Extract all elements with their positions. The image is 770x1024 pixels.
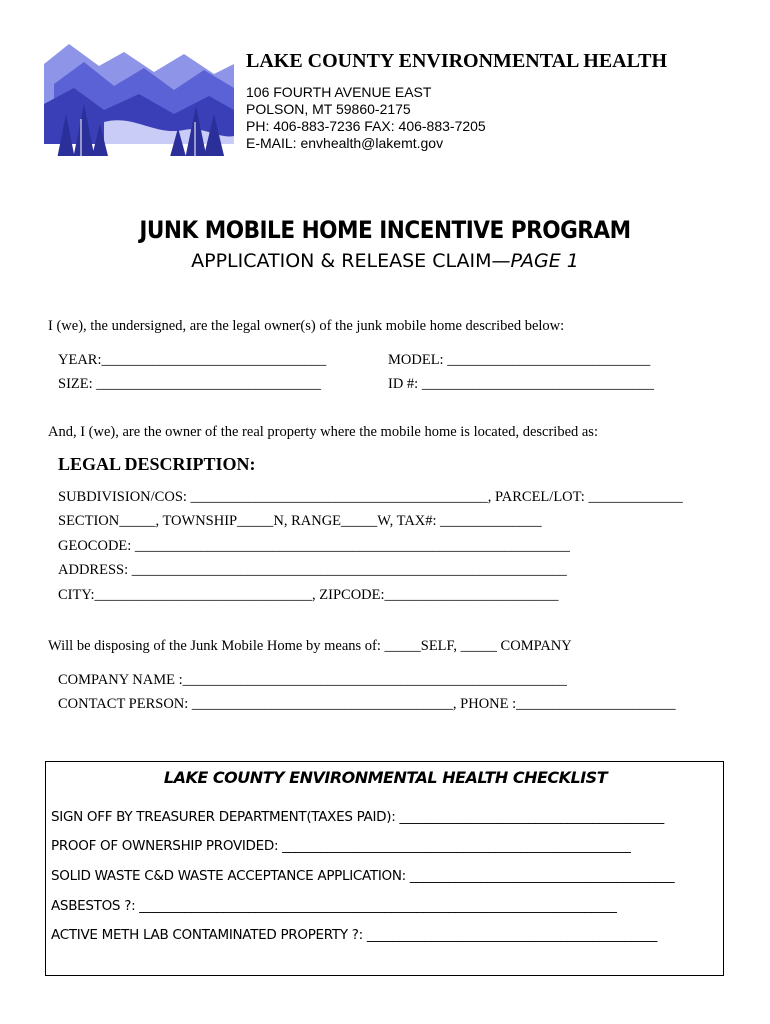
address-line-1: 106 FOURTH AVENUE EAST [246,84,432,100]
checklist-box [45,761,724,976]
address-field[interactable]: ADDRESS: ____________________________________________________________ [58,562,567,578]
property-statement: And, I (we), are the owner of the real property where the mobile home is located, described as: [48,424,598,440]
city-zip-field[interactable]: CITY:______________________________, ZIPCODE:________________________ [58,587,559,603]
company-name-field[interactable]: COMPANY NAME :_____________________________________________________ [58,672,567,688]
contact-person-field[interactable]: CONTACT PERSON: ____________________________________, PHONE :______________________ [58,696,676,712]
organization-name: LAKE COUNTY ENVIRONMENTAL HEALTH [246,50,667,72]
year-field[interactable]: YEAR:_______________________________ [58,352,327,368]
form-title: JUNK MOBILE HOME INCENTIVE PROGRAM [139,216,631,244]
id-field[interactable]: ID #: ________________________________ [388,376,654,392]
address-line-2: POLSON, MT 59860-2175 [246,101,411,117]
checklist-item-treasurer[interactable]: SIGN OFF BY TREASURER DEPARTMENT(TAXES PAID): _________________________________________ [51,809,664,825]
email-line: E-MAIL: envhealth@lakemt.gov [246,135,444,151]
phone-fax: PH: 406-883-7236 FAX: 406-883-7205 [246,118,486,134]
intro-text: I (we), the undersigned, are the legal owner(s) of the junk mobile home described below: [48,318,565,334]
checklist-item-ownership[interactable]: PROOF OF OWNERSHIP PROVIDED: ______________________________________________________ [51,838,631,854]
section-township-range-field[interactable]: SECTION_____, TOWNSHIP_____N, RANGE_____W, TAX#: ______________ [58,513,542,529]
size-field[interactable]: SIZE: _______________________________ [58,376,322,392]
subtitle-page: PAGE 1 [510,250,579,272]
checklist-item-meth-lab[interactable]: ACTIVE METH LAB CONTAMINATED PROPERTY ?: _____________________________________________ [51,927,658,943]
checklist-item-solid-waste[interactable]: SOLID WASTE C&D WASTE ACCEPTANCE APPLICATION: _________________________________________ [51,868,675,884]
geocode-field[interactable]: GEOCODE: ____________________________________________________________ [58,538,570,554]
checklist-title: LAKE COUNTY ENVIRONMENTAL HEALTH CHECKLIST [163,768,608,787]
subtitle-main: APPLICATION & RELEASE CLAIM— [191,250,511,272]
model-field[interactable]: MODEL: ____________________________ [388,352,651,368]
legal-description-heading: LEGAL DESCRIPTION: [58,454,256,474]
disposal-method[interactable]: Will be disposing of the Junk Mobile Home by means of: _____SELF, _____ COMPANY [48,638,572,654]
form-subtitle [0,250,770,272]
checklist-item-asbestos[interactable]: ASBESTOS ?: __________________________________________________________________________ [51,898,617,914]
mountain-landscape-logo-icon [44,44,234,164]
subdivision-field[interactable]: SUBDIVISION/COS: _________________________________________, PARCEL/LOT: _____________ [58,489,683,505]
